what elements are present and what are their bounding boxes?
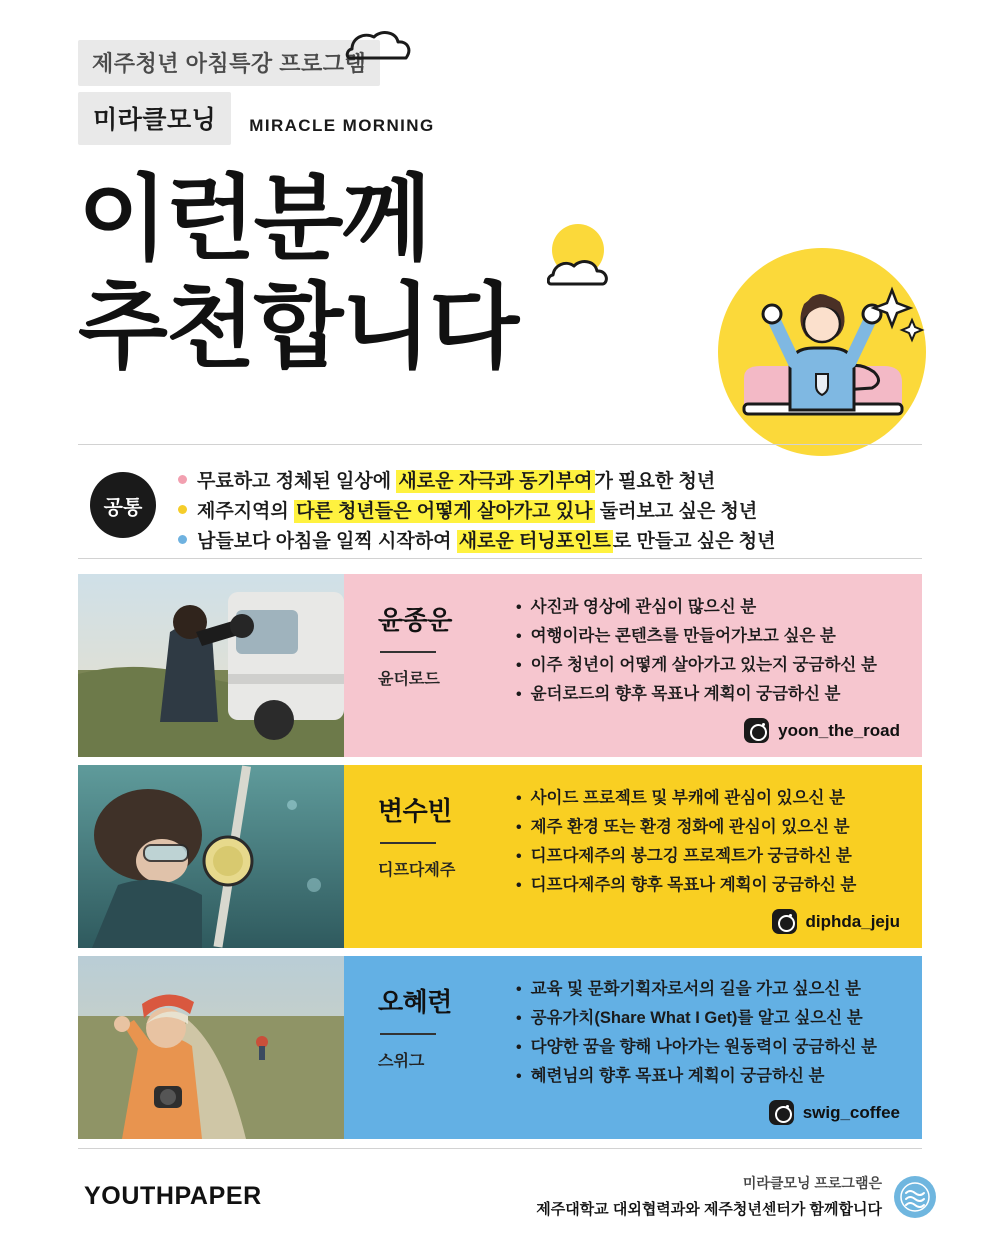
speaker-name: 윤종운 xyxy=(378,605,452,635)
common-item-pre: 무료하고 정체된 일상에 xyxy=(197,470,397,492)
name-underline xyxy=(380,651,436,653)
handle-text: swig_coffee xyxy=(802,1102,900,1122)
instagram-handle[interactable] xyxy=(744,718,900,743)
bullet-text: 사진과 영상에 관심이 많으신 분 xyxy=(530,598,757,616)
bullet-text: 제주 환경 또는 환경 정화에 관심이 있으신 분 xyxy=(530,817,850,836)
bullet-text: 이주 청년이 어떻게 살아가고 있는지 궁금하신 분 xyxy=(530,655,877,674)
bullet-item xyxy=(516,1007,904,1031)
speaker-info xyxy=(344,956,922,1139)
bullet-dot-yellow-icon xyxy=(178,505,187,514)
name-underline xyxy=(380,1033,436,1035)
bullet-marker: • xyxy=(516,818,522,836)
speaker-info xyxy=(344,574,922,757)
bullet-text: 여행이라는 콘텐츠를 만들어가보고 싶은 분 xyxy=(530,626,836,645)
bullet-text: 디프다제주의 향후 목표나 계획이 궁금하신 분 xyxy=(530,875,857,894)
instagram-handle[interactable] xyxy=(769,1100,900,1125)
instagram-icon xyxy=(772,909,797,934)
bullet-item xyxy=(516,625,904,649)
common-badge: 공통 xyxy=(90,472,156,538)
bullet-item xyxy=(516,1036,904,1060)
bullet-marker: • xyxy=(516,656,522,674)
speaker-subtitle: 스위그 xyxy=(378,1053,425,1070)
bullet-text: 디프다제주의 봉그깅 프로젝트가 궁금하신 분 xyxy=(530,846,852,865)
bullet-text: 혜련님의 향후 목표나 계획이 궁금하신 분 xyxy=(530,1066,825,1085)
instagram-icon xyxy=(769,1100,794,1125)
speaker-subtitle: 디프다제주 xyxy=(378,862,456,879)
brand-korean: 미라클모닝 xyxy=(78,92,231,145)
common-item xyxy=(178,496,776,522)
common-item xyxy=(178,466,776,492)
bullet-marker: • xyxy=(516,1038,522,1056)
speaker-name-column xyxy=(344,765,512,948)
bullet-item xyxy=(516,816,904,840)
footer-credit-line-2: 제주대학교 대외협력과와 제주청년센터가 함께합니다 xyxy=(536,1201,882,1218)
bullet-marker: • xyxy=(516,1009,522,1027)
common-item-post: 가 필요한 청년 xyxy=(594,470,716,492)
title-line-1: 이런분께 xyxy=(78,167,430,271)
speaker-photo xyxy=(78,574,344,757)
footer-credits xyxy=(536,1173,882,1219)
header xyxy=(78,40,435,145)
handle-text: diphda_jeju xyxy=(805,911,900,931)
bullet-item xyxy=(516,845,904,869)
wake-up-illustration xyxy=(716,246,928,458)
bullet-marker: • xyxy=(516,981,522,998)
bullet-marker: • xyxy=(516,685,522,703)
speaker-card xyxy=(78,956,922,1139)
common-criteria xyxy=(78,460,922,550)
bullet-item xyxy=(516,654,904,678)
bullet-text: 윤더로드의 향후 목표나 계획이 궁금하신 분 xyxy=(530,684,841,703)
speaker-name: 변수빈 xyxy=(378,796,452,826)
common-item-highlight: 다른 청년들은 어떻게 살아가고 있나 xyxy=(296,500,593,522)
bullet-item xyxy=(516,874,904,898)
sun-cloud-icon xyxy=(547,222,609,292)
name-underline xyxy=(380,842,436,844)
footer-brand: YOUTHPAPER xyxy=(84,1182,262,1210)
speaker-name: 오혜련 xyxy=(378,987,452,1017)
speaker-photo xyxy=(78,765,344,948)
divider-top xyxy=(78,444,922,445)
common-item-highlight: 새로운 터닝포인트 xyxy=(458,530,611,552)
bullet-item xyxy=(516,978,904,1002)
divider-mid xyxy=(78,558,922,559)
bullet-item xyxy=(516,1065,904,1089)
bullet-marker: • xyxy=(516,847,522,865)
speaker-card xyxy=(78,574,922,757)
footer-credit-line-1: 미라클모닝 프로그램은 xyxy=(742,1175,882,1191)
cloud-icon xyxy=(344,28,416,62)
speaker-subtitle: 윤더로드 xyxy=(378,671,440,688)
bullet-text: 교육 및 문화기획자로서의 길을 가고 싶으신 분 xyxy=(530,980,861,998)
bullet-marker: • xyxy=(516,1067,522,1085)
common-item-pre: 남들보다 아침을 일찍 시작하여 xyxy=(197,530,457,552)
title-line-2: 추천합니다 xyxy=(78,274,518,379)
brand-english: MIRACLE MORNING xyxy=(249,116,435,135)
bullet-marker: • xyxy=(516,876,522,894)
partner-logo-icon xyxy=(894,1176,936,1218)
common-list xyxy=(178,466,776,556)
common-item xyxy=(178,526,776,552)
speaker-name-column xyxy=(344,956,512,1139)
bullet-item xyxy=(516,596,904,620)
speaker-card xyxy=(78,765,922,948)
common-item-pre: 제주지역의 xyxy=(197,500,295,522)
common-item-highlight: 새로운 자극과 동기부여 xyxy=(398,470,593,492)
instagram-handle[interactable] xyxy=(772,909,900,934)
speaker-photo xyxy=(78,956,344,1139)
speaker-name-column xyxy=(344,574,512,757)
speaker-info xyxy=(344,765,922,948)
bullet-dot-pink-icon xyxy=(178,475,187,484)
bullet-dot-blue-icon xyxy=(178,535,187,544)
common-item-post: 둘러보고 싶은 청년 xyxy=(594,500,758,522)
bullet-item xyxy=(516,683,904,707)
bullet-item xyxy=(516,787,904,811)
instagram-icon xyxy=(744,718,769,743)
handle-text: yoon_the_road xyxy=(778,720,900,740)
bullet-text: 사이드 프로젝트 및 부캐에 관심이 있으신 분 xyxy=(530,789,846,807)
divider-footer xyxy=(78,1148,922,1149)
bullet-marker: • xyxy=(516,627,522,645)
bullet-marker: • xyxy=(516,790,522,807)
bullet-marker: • xyxy=(516,599,522,616)
page-title xyxy=(78,166,517,382)
common-item-post: 로 만들고 싶은 청년 xyxy=(612,530,776,552)
bullet-text: 다양한 꿈을 향해 나아가는 원동력이 궁금하신 분 xyxy=(530,1037,877,1056)
program-label: 제주청년 아침특강 프로그램 xyxy=(78,40,380,86)
bullet-text: 공유가치(Share What I Get)를 알고 싶으신 분 xyxy=(530,1008,863,1027)
